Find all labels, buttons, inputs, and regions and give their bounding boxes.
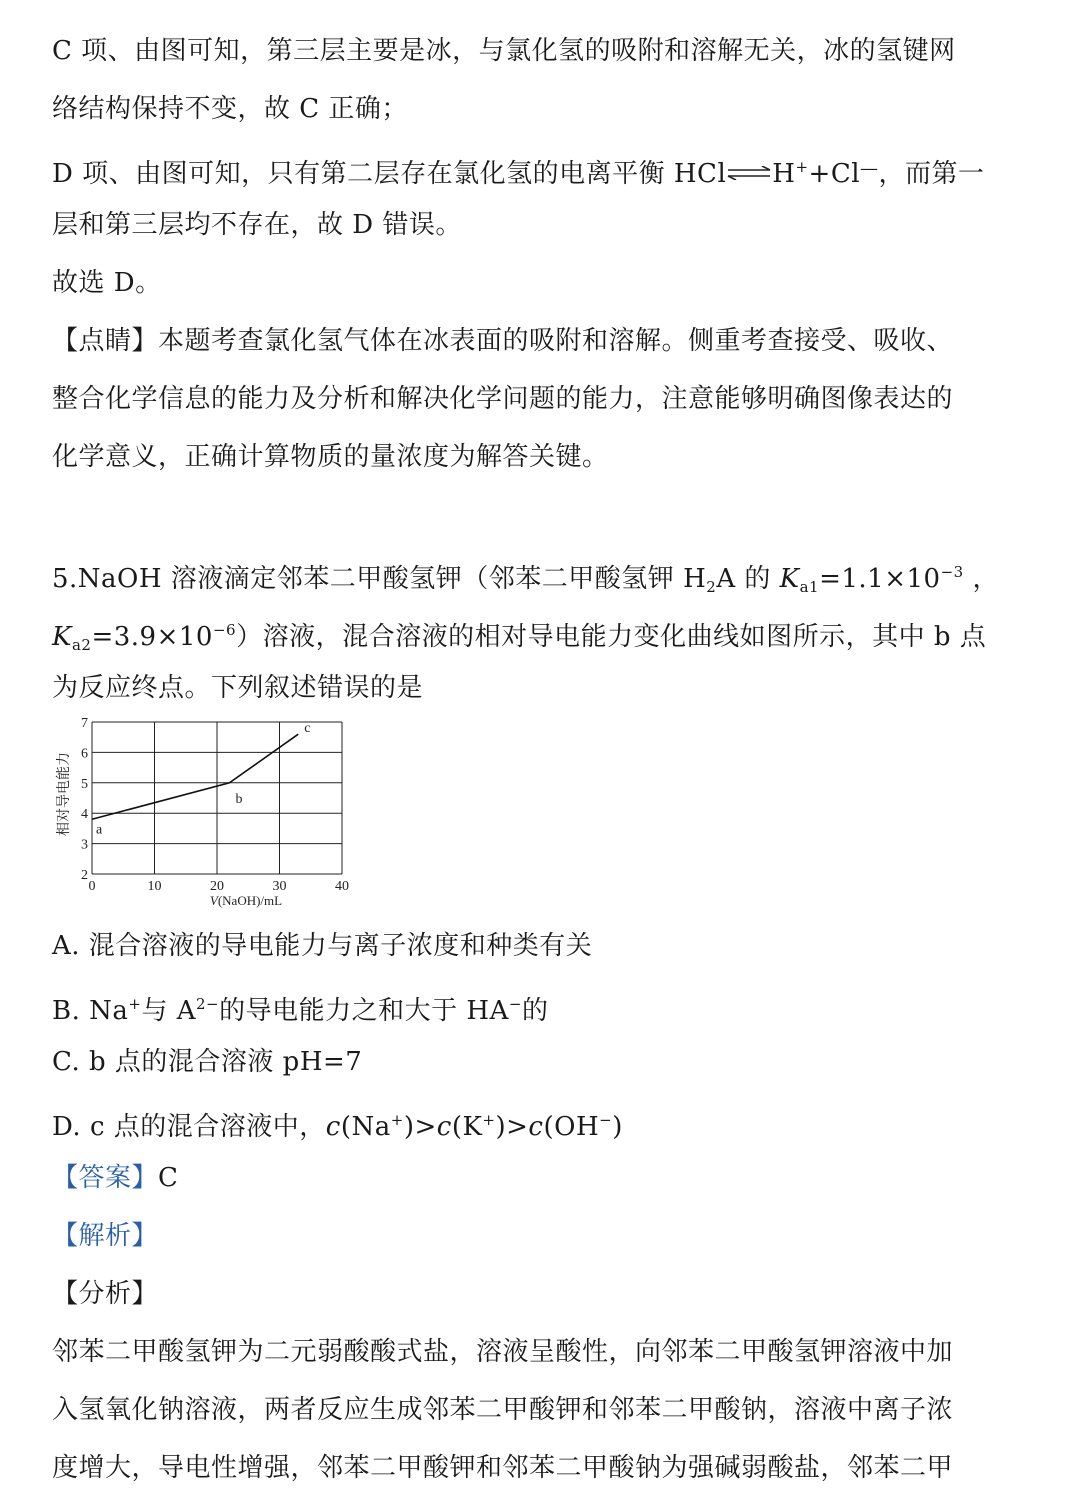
option-b [52,987,548,1028]
ka2-value: =3.9×10 [91,622,213,652]
option-c: C. b 点的混合溶液 pH=7 [52,1047,363,1077]
option-b-mid: 与 A [141,996,197,1026]
option-b-mid2: 的导电能力之和大于 HA [219,996,509,1026]
dianjing-line-3: 化学意义，正确计算物质的量浓度为解答关键。 [52,442,609,472]
ka1-value: =1.1×10 [819,564,941,594]
x-tick-label: 20 [210,879,224,894]
k-ion-charge: + [482,1111,496,1129]
q5-text-b: A 的 [716,564,780,594]
cl-ion: +Cl [808,159,861,189]
x-tick-label: 40 [335,879,349,894]
y-tick-label: 6 [81,746,88,762]
ka-symbol: K [779,564,800,594]
answer-value: C [158,1163,179,1193]
ka-symbol-2: K [52,622,72,652]
na-ion: (Na [340,1112,391,1142]
section-d-text-end: ，而第一 [878,159,985,189]
cl-ion-charge: — [860,158,879,179]
option-d-end: ) [612,1112,623,1142]
section-c-line-2: 络结构保持不变，故 C 正确； [52,94,408,124]
answer-select-line: 故选 D。 [52,268,162,298]
oh-ion-charge: − [599,1111,613,1129]
q5-text-d: ， [963,564,999,594]
section-d-line-1 [52,150,985,191]
x-axis-label: V(NaOH)/mL [209,893,283,908]
q5-text-2: ）溶液，混合溶液的相对导电能力变化曲线如图所示，其中 b 点 [236,622,987,652]
ka2-subscript: a2 [71,636,92,654]
section-d-line-2: 层和第三层均不存在，故 D 错误。 [52,210,462,240]
question-5-line-3: 为反应终点。下列叙述错误的是 [52,673,424,703]
k-ion: (K [451,1112,483,1142]
chart-grid [92,722,342,874]
conductivity-curve [92,734,298,819]
option-b-text: B. Na [52,996,129,1026]
oh-ion: (OH [543,1112,600,1142]
section-d-text: D 项、由图可知，只有第二层存在氯化氢的电离平衡 HCl [52,159,727,189]
x-tick-label: 0 [88,879,96,894]
question-5-line-2 [52,613,986,662]
x-tick-label: 30 [272,879,287,894]
na-ion-charge: + [390,1111,404,1129]
y-tick-label: 5 [81,776,88,792]
y-tick-label: 4 [81,807,88,823]
fenxi-label: 【分析】 [52,1279,159,1309]
conductivity-chart [52,712,362,918]
fenxi-line-1: 邻苯二甲酸氢钾为二元弱酸酸式盐，溶液呈酸性，向邻苯二甲酸氢钾溶液中加 [52,1337,954,1367]
answer-line [52,1161,178,1195]
option-b-end: 的 [521,996,549,1026]
point-label-c: c [304,721,311,737]
jiexi-label: 【解析】 [52,1221,159,1251]
point-label-a: a [96,822,103,838]
ha-charge: − [508,995,522,1013]
dianjing-line-2: 整合化学信息的能力及分析和解决化学问题的能力，注意能够明确图像表达的 [52,384,954,414]
na-charge: + [128,995,142,1013]
y-axis-label: 相对导电能力 [57,752,72,836]
point-label-b: b [235,791,243,807]
h-ion-charge: + [795,158,809,176]
fenxi-line-3: 度增大，导电性增强，邻苯二甲酸钾和邻苯二甲酸钠为强碱弱酸盐，邻苯二甲 [52,1453,954,1483]
x-tick-label: 10 [147,879,162,894]
ka2-exponent: −6 [212,621,237,639]
ka1-exponent: −3 [940,563,964,581]
h-ion: H [772,159,796,189]
conc-symbol-2: c [436,1112,452,1142]
y-tick-label: 3 [81,837,88,853]
gt-1: )> [403,1112,437,1142]
conc-symbol-3: c [528,1112,544,1142]
q5-subscript: 2 [706,578,717,596]
option-d-text: D. c 点的混合溶液中， [52,1112,326,1142]
option-a: A. 混合溶液的导电能力与离子浓度和种类有关 [52,931,593,961]
gt-2: )> [495,1112,529,1142]
y-tick-label: 7 [81,716,88,731]
a-charge: 2− [196,995,220,1013]
dianjing-line-1: 【点睛】本题考查氯化氢气体在冰表面的吸附和溶解。侧重考查接受、吸收、 [52,326,954,356]
chart-annotations [96,721,310,837]
equilibrium-arrow-icon [726,166,772,180]
y-tick-label: 2 [81,868,88,883]
chart-series [92,734,298,819]
fenxi-line-2: 入氢氧化钠溶液，两者反应生成邻苯二甲酸钾和邻苯二甲酸钠，溶液中离子浓 [52,1395,954,1425]
option-d [52,1103,623,1144]
answer-label: 【答案】 [52,1163,159,1193]
ka1-subscript: a1 [799,578,820,596]
chart-ticks [81,716,349,894]
q5-text: 5.NaOH 溶液滴定邻苯二甲酸氢钾（邻苯二甲酸氢钾 H [52,564,707,594]
question-5-line-1 [52,555,999,604]
section-c-line-1: C 项、由图可知，第三层主要是冰，与氯化氢的吸附和溶解无关，冰的氢键网 [52,36,956,66]
conc-symbol-1: c [325,1112,341,1142]
